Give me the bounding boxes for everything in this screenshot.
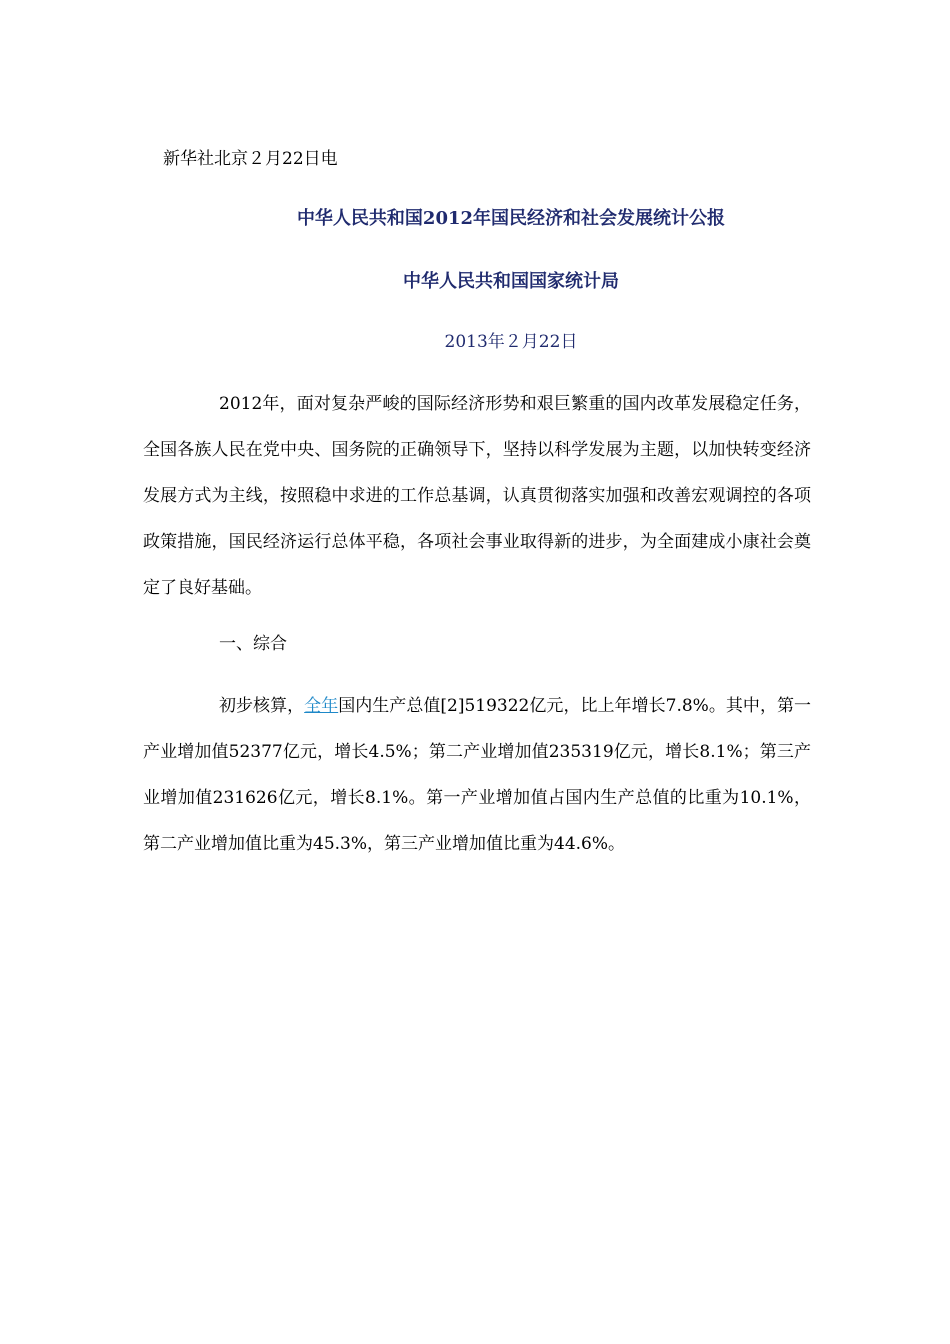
issuing-bureau: 中华人民共和国国家统计局: [403, 271, 619, 292]
report-title: 中华人民共和国2012年国民经济和社会发展统计公报: [296, 208, 726, 229]
publication-date: 2013年２月22日: [444, 332, 578, 352]
dateline: 新华社北京２月22日电: [163, 149, 338, 169]
gdp-paragraph-body: 国内生产总值[2]519322亿元，比上年增长7.8%。其中，第一产业增加值52377亿元，增长4.5%；第二产业增加值235319亿元，增长8.1%；第三产业增加值231626亿元，增长8.1%。第一产业增加值占国内生产总值的比重为10.1%，第二产业增加值比重为45.3%，第三产业增加值比重为44.6%。: [143, 696, 812, 854]
section-heading: 一、综合: [219, 634, 287, 654]
intro-paragraph: 2012年，面对复杂严峻的国际经济形势和艰巨繁重的国内改革发展稳定任务，全国各族人民在党中央、国务院的正确领导下，坚持以科学发展为主题，以加快转变经济发展方式为主线，按照稳中求进的工作总基调，认真贯彻落实加强和改善宏观调控的各项政策措施，国民经济运行总体平稳，各项社会事业取得新的进步，为全面建成小康社会奠定了良好基础。: [143, 394, 811, 598]
gdp-paragraph-prefix: 初步核算，: [219, 696, 305, 716]
gdp-paragraph: [143, 683, 811, 867]
full-year-link[interactable]: 全年: [304, 696, 339, 716]
